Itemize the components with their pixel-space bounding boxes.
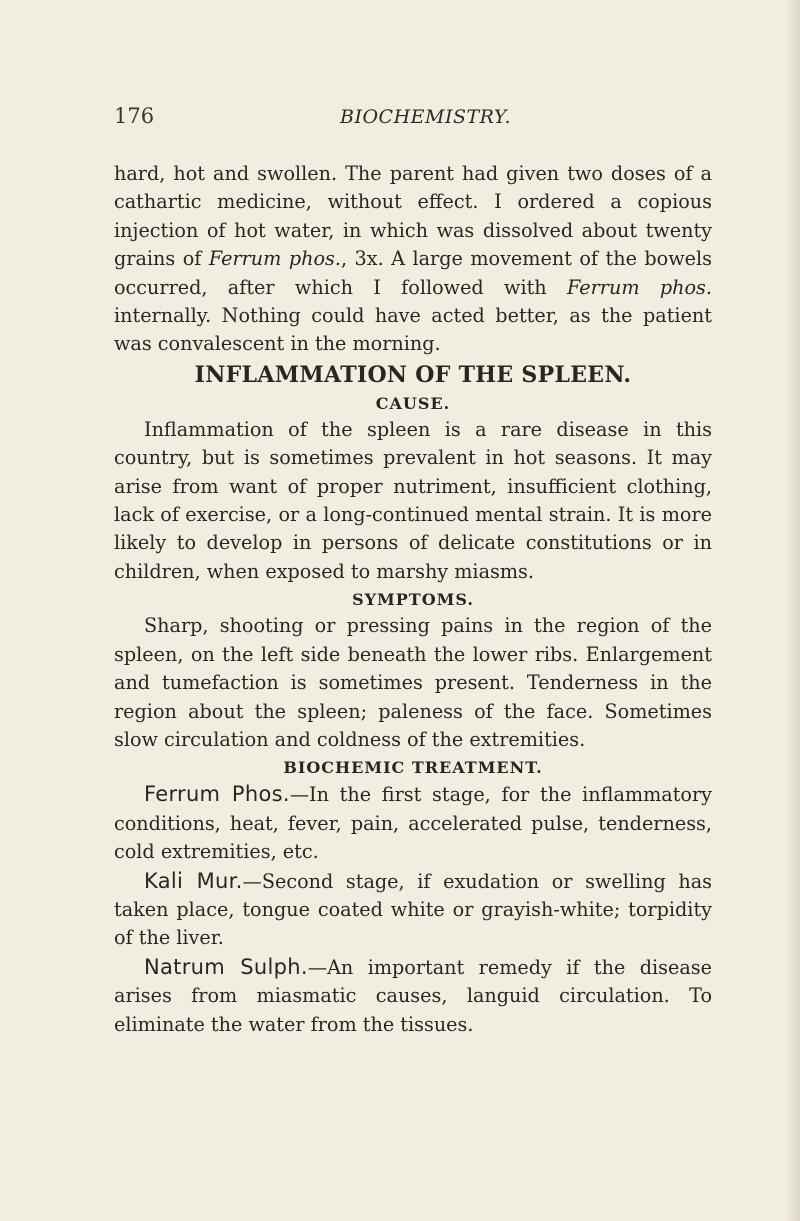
page-number: 176: [114, 104, 155, 128]
remedy-text: —An important remedy if the disease arises from miasmatic causes, languid circulation. To eliminate the water from the tissues.: [114, 955, 713, 1036]
symptoms-heading: SYMPTOMS.: [352, 590, 474, 610]
paragraph-text: internally. Nothing could have acted better, as the patient was convalescent in the morning.: [114, 304, 712, 356]
remedy-paragraph: [114, 780, 712, 866]
treatment-heading: BIOCHEMIC TREATMENT.: [283, 758, 543, 778]
section-title: INFLAMMATION OF THE SPLEEN.: [194, 361, 632, 388]
continuation-paragraph: [114, 160, 712, 359]
cause-paragraph: Inflammation of the spleen is a rare disease in this country, but is sometimes prevalent in hot seasons. It may arise from want of proper nutriment, insufficient clothing, lack of exercise, or a long-continued mental strain. It is more likely to develop in persons of delicate constitutions or in children, when exposed to marshy miasms.: [114, 417, 712, 583]
symptoms-paragraph: Sharp, shooting or pressing pains in the region of the spleen, on the left side beneath the lower ribs. Enlargement and tumefaction is sometimes present. Tenderness in the region about the spleen; paleness of the face. Sometimes slow circulation and coldness of the extremities.: [114, 614, 712, 751]
remedy-name: Kali Mur.: [144, 868, 243, 893]
remedy-name: Natrum Sulph.: [144, 954, 308, 979]
running-title: BIOCHEMISTRY.: [340, 106, 512, 128]
remedy-text: —Second stage, if exudation or swelling has taken place, tongue coated white or grayish-white; torpidity of the liver.: [114, 869, 713, 950]
remedy-paragraph: [114, 867, 712, 953]
remedy-text: —In the first stage, for the inflammatory conditions, heat, fever, pain, accelerated pulse, tenderness, cold extremities, etc.: [114, 783, 712, 864]
remedy-name: Ferrum Phos.: [144, 782, 290, 807]
running-head: [114, 104, 714, 134]
remedy-reference: Ferrum phos.: [208, 247, 341, 271]
page-edge-shadow: [786, 0, 800, 1221]
remedy-paragraph: [114, 953, 712, 1039]
cause-heading: CAUSE.: [375, 393, 451, 413]
paragraph-text: hard, hot and swollen. The parent had given two doses of a cathartic medicine, without effect. I ordered a copious injection of hot water, in which was dissolved about twenty grains of: [114, 162, 712, 271]
page-body: [114, 160, 712, 1039]
paragraph-text: , 3x. A large movement of the bowels occurred, after which I followed with: [114, 247, 712, 299]
remedy-reference: Ferrum phos.: [567, 275, 712, 299]
